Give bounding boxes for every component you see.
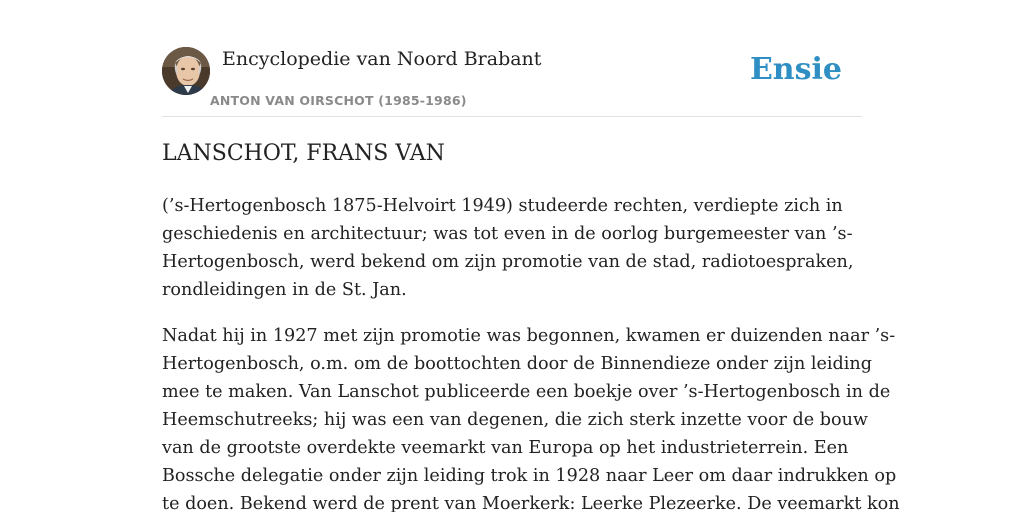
entry-body (162, 192, 900, 512)
text-line: te doen. Bekend werd de prent van Moerkerk: Leerke Plezeerke. De veemarkt kon (162, 494, 900, 512)
text-line: Hertogenbosch, o.m. om de boottochten door de Binnendieze onder zijn leiding (162, 354, 873, 374)
paragraph-1 (162, 192, 862, 304)
text-line: mee te maken. Van Lanschot publiceerde een boekje over ’s-Hertogenbosch in de (162, 382, 891, 402)
entry-title: LANSCHOT, FRANS VAN (162, 141, 445, 166)
text-line: rondleidingen in de St. Jan. (162, 280, 407, 300)
text-line: Heemschutreeks; hij was een van degenen, die zich sterk inzette voor de bouw (162, 410, 868, 430)
author-link[interactable]: ANTON VAN OIRSCHOT (1985-1986) (210, 93, 467, 108)
author-avatar[interactable] (162, 47, 210, 95)
article-header (162, 46, 862, 117)
text-line: geschiedenis en architectuur; was tot even in de oorlog burgemeester van ’s- (162, 224, 853, 244)
author-portrait-icon (162, 47, 210, 95)
text-line: Hertogenbosch, werd bekend om zijn promotie van de stad, radiotoespraken, (162, 252, 854, 272)
book-title-link[interactable]: Encyclopedie van Noord Brabant (222, 48, 542, 70)
ensie-logo[interactable]: Ensie (749, 52, 842, 87)
article-page (162, 0, 900, 512)
text-line: van de grootste overdekte veemarkt van Europa op het industrieterrein. Een (162, 438, 849, 458)
text-line: (’s-Hertogenbosch 1875-Helvoirt 1949) studeerde rechten, verdiepte zich in (162, 196, 843, 216)
paragraph-2 (162, 322, 900, 512)
text-line: Bossche delegatie onder zijn leiding trok in 1928 naar Leer om daar indrukken op (162, 466, 897, 486)
text-line: Nadat hij in 1927 met zijn promotie was begonnen, kwamen er duizenden naar ’s- (162, 326, 896, 346)
